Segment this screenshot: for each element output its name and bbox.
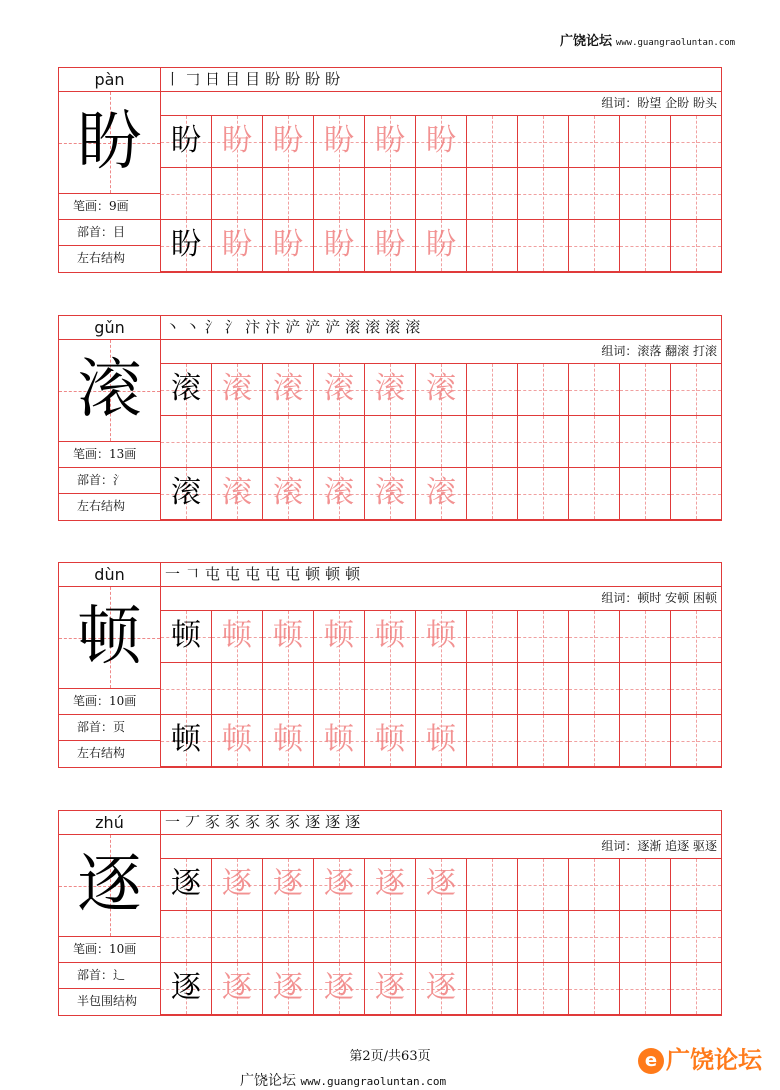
stroke-step: 丨	[165, 70, 184, 88]
practice-cell[interactable]	[569, 611, 620, 663]
practice-cell[interactable]	[518, 611, 569, 663]
model-character: 顿	[171, 722, 201, 757]
trace-character: 滚	[222, 475, 252, 510]
practice-cell[interactable]	[416, 220, 467, 272]
stroke-order	[161, 316, 721, 340]
stroke-step: 屯	[265, 565, 284, 583]
trace-character: 滚	[375, 371, 405, 406]
stroke-step: 逐	[325, 813, 344, 831]
trace-character: 逐	[426, 866, 456, 901]
practice-cell[interactable]	[518, 663, 569, 715]
stroke-step: 豕	[225, 813, 244, 831]
stroke-step: 豕	[265, 813, 284, 831]
trace-character: 顿	[375, 722, 405, 757]
trace-character: 逐	[426, 970, 456, 1005]
stroke-step: 豕	[205, 813, 224, 831]
practice-cell[interactable]	[212, 611, 263, 663]
practice-cell[interactable]	[518, 364, 569, 416]
practice-cell[interactable]	[416, 168, 467, 220]
stroke-order	[161, 563, 721, 587]
stroke-step: 丆	[185, 813, 204, 831]
character-card	[58, 810, 722, 1016]
stroke-step: 浐	[305, 318, 324, 336]
stroke-step: 汴	[265, 318, 284, 336]
practice-cell[interactable]	[314, 715, 365, 767]
practice-cell[interactable]	[467, 116, 518, 168]
practice-cell[interactable]	[212, 911, 263, 963]
practice-cell[interactable]	[161, 468, 212, 520]
practice-cell[interactable]	[416, 364, 467, 416]
large-character-box	[59, 92, 160, 194]
practice-cell[interactable]	[365, 220, 416, 272]
practice-cell[interactable]	[161, 611, 212, 663]
practice-cell[interactable]	[518, 220, 569, 272]
practice-cell[interactable]	[620, 859, 671, 911]
practice-cell[interactable]	[263, 663, 314, 715]
practice-cell[interactable]	[212, 116, 263, 168]
trace-character: 盼	[426, 227, 456, 262]
practice-cell[interactable]	[467, 911, 518, 963]
trace-character: 滚	[324, 371, 354, 406]
practice-cell[interactable]	[161, 116, 212, 168]
practice-cell[interactable]	[212, 364, 263, 416]
character-card	[58, 315, 722, 521]
practice-cell[interactable]	[467, 168, 518, 220]
info-column	[59, 316, 161, 520]
stroke-step: 逐	[305, 813, 324, 831]
pinyin: gǔn	[59, 316, 160, 340]
practice-cell[interactable]	[365, 168, 416, 220]
large-character: 顿	[77, 600, 142, 674]
stroke-step: 浐	[325, 318, 344, 336]
stroke-step: 屯	[225, 565, 244, 583]
radical: 部首：页	[59, 715, 160, 741]
trace-character: 逐	[273, 970, 303, 1005]
trace-character: 顿	[324, 618, 354, 653]
practice-cell[interactable]	[569, 911, 620, 963]
stroke-step: 汴	[245, 318, 264, 336]
practice-cell[interactable]	[671, 364, 722, 416]
practice-cell[interactable]	[569, 220, 620, 272]
stroke-step: 一	[165, 565, 184, 583]
stroke-count: 笔画：10画	[59, 689, 160, 715]
trace-character: 逐	[222, 970, 252, 1005]
practice-cell[interactable]	[671, 611, 722, 663]
page-header	[560, 30, 735, 49]
stroke-count: 笔画：13画	[59, 442, 160, 468]
radical: 部首：氵	[59, 468, 160, 494]
trace-character: 顿	[426, 722, 456, 757]
trace-character: 顿	[375, 618, 405, 653]
practice-cell[interactable]	[263, 911, 314, 963]
practice-cell[interactable]	[161, 963, 212, 1015]
stroke-step: 豕	[245, 813, 264, 831]
structure: 半包围结构	[77, 994, 138, 1008]
practice-cell[interactable]	[620, 168, 671, 220]
practice-cell[interactable]	[263, 611, 314, 663]
practice-cell[interactable]	[569, 168, 620, 220]
practice-cell[interactable]	[569, 963, 620, 1015]
radical: 部首：目	[59, 220, 160, 246]
words-label: 组词：	[601, 591, 638, 605]
stroke-step: 丶	[165, 318, 184, 336]
model-character: 滚	[171, 475, 201, 510]
practice-cell[interactable]	[620, 911, 671, 963]
trace-character: 盼	[273, 123, 303, 158]
practice-cell[interactable]	[365, 911, 416, 963]
practice-cell[interactable]	[263, 468, 314, 520]
trace-character: 顿	[222, 618, 252, 653]
practice-cell[interactable]	[620, 663, 671, 715]
practice-cell[interactable]	[314, 168, 365, 220]
practice-cell[interactable]	[620, 416, 671, 468]
structure: 左右结构	[77, 499, 126, 513]
practice-cell[interactable]	[518, 468, 569, 520]
practice-cell[interactable]	[620, 963, 671, 1015]
practice-cell[interactable]	[263, 859, 314, 911]
stroke-step: 顿	[325, 565, 344, 583]
practice-grid	[161, 364, 721, 520]
practice-cell[interactable]	[671, 220, 722, 272]
structure: 左右结构	[77, 746, 126, 760]
trace-character: 盼	[222, 123, 252, 158]
model-character: 逐	[171, 970, 201, 1005]
practice-cell[interactable]	[314, 416, 365, 468]
trace-character: 滚	[222, 371, 252, 406]
stroke-step: 盼	[325, 70, 344, 88]
stroke-step: 目	[245, 70, 264, 88]
practice-cell[interactable]	[518, 416, 569, 468]
stroke-step: 氵	[225, 318, 244, 336]
practice-cell[interactable]	[416, 416, 467, 468]
stroke-step: 屯	[285, 565, 304, 583]
stroke-order	[161, 811, 721, 835]
large-character-box	[59, 835, 160, 937]
practice-cell[interactable]	[314, 220, 365, 272]
character-card	[58, 562, 722, 768]
practice-cell[interactable]	[569, 416, 620, 468]
stroke-step: 盼	[305, 70, 324, 88]
model-character: 盼	[171, 123, 201, 158]
practice-cell[interactable]	[314, 611, 365, 663]
practice-cell[interactable]	[518, 715, 569, 767]
practice-cell[interactable]	[620, 468, 671, 520]
practice-cell[interactable]	[314, 364, 365, 416]
words-list: 顿时 安顿 困顿	[637, 591, 717, 605]
practice-cell[interactable]	[365, 715, 416, 767]
stroke-step: 氵	[205, 318, 224, 336]
practice-cell[interactable]	[263, 220, 314, 272]
model-character: 滚	[171, 371, 201, 406]
practice-cell[interactable]	[212, 715, 263, 767]
practice-cell[interactable]	[365, 364, 416, 416]
practice-cell[interactable]	[569, 663, 620, 715]
practice-cell[interactable]	[518, 911, 569, 963]
practice-cell[interactable]	[467, 611, 518, 663]
stroke-step: 浐	[285, 318, 304, 336]
model-character: 顿	[171, 618, 201, 653]
info-column	[59, 68, 161, 272]
practice-cell[interactable]	[161, 715, 212, 767]
trace-character: 滚	[273, 371, 303, 406]
practice-cell[interactable]	[365, 468, 416, 520]
practice-cell[interactable]	[416, 611, 467, 663]
trace-character: 顿	[273, 618, 303, 653]
practice-cell[interactable]	[416, 663, 467, 715]
stroke-step: 顿	[305, 565, 324, 583]
practice-cell[interactable]	[416, 116, 467, 168]
stroke-step: 一	[165, 813, 184, 831]
practice-cell[interactable]	[518, 116, 569, 168]
footer-site-url: www.guangraoluntan.com	[300, 1075, 447, 1088]
practice-cell[interactable]	[314, 963, 365, 1015]
practice-cell[interactable]	[314, 116, 365, 168]
practice-cell[interactable]	[263, 416, 314, 468]
words-label: 组词：	[601, 344, 638, 358]
practice-cell[interactable]	[314, 663, 365, 715]
trace-character: 逐	[375, 970, 405, 1005]
words-list: 盼望 企盼 盼头	[637, 96, 717, 110]
trace-character: 盼	[375, 227, 405, 262]
stroke-step: 豕	[285, 813, 304, 831]
model-character: 盼	[171, 227, 201, 262]
practice-cell[interactable]	[212, 859, 263, 911]
practice-cell[interactable]	[620, 220, 671, 272]
trace-character: 逐	[324, 970, 354, 1005]
practice-cell[interactable]	[212, 663, 263, 715]
words-list: 逐渐 追逐 驱逐	[637, 839, 717, 853]
stroke-count: 笔画：10画	[59, 937, 160, 963]
footer-site-name: 广饶论坛	[240, 1073, 296, 1089]
trace-character: 盼	[273, 227, 303, 262]
radical: 部首：辶	[59, 963, 160, 989]
practice-cell[interactable]	[263, 963, 314, 1015]
pinyin: pàn	[59, 68, 160, 92]
practice-cell[interactable]	[620, 364, 671, 416]
stroke-step: 盼	[265, 70, 284, 88]
trace-character: 滚	[375, 475, 405, 510]
trace-character: 逐	[273, 866, 303, 901]
footer-site	[240, 1070, 446, 1090]
info-column	[59, 563, 161, 767]
practice-cell[interactable]	[212, 963, 263, 1015]
stroke-step: 滚	[345, 318, 364, 336]
practice-cell[interactable]	[365, 859, 416, 911]
words-list: 滚落 翻滚 打滚	[637, 344, 717, 358]
trace-character: 逐	[324, 866, 354, 901]
practice-cell[interactable]	[416, 963, 467, 1015]
practice-cell[interactable]	[467, 963, 518, 1015]
stroke-step: 滚	[405, 318, 424, 336]
trace-character: 盼	[324, 123, 354, 158]
stroke-step: 𠃌	[185, 70, 204, 88]
site-logo	[638, 1040, 762, 1075]
practice-cell[interactable]	[365, 663, 416, 715]
stroke-step: 𠃍	[185, 565, 204, 583]
stroke-step: 顿	[345, 565, 364, 583]
practice-cell[interactable]	[161, 911, 212, 963]
practice-cell[interactable]	[467, 416, 518, 468]
practice-cell[interactable]	[467, 468, 518, 520]
practice-cell[interactable]	[416, 859, 467, 911]
trace-character: 滚	[426, 371, 456, 406]
large-character-box	[59, 340, 160, 442]
practice-cell[interactable]	[518, 168, 569, 220]
stroke-step: 屯	[205, 565, 224, 583]
practice-cell[interactable]	[263, 168, 314, 220]
practice-cell[interactable]	[161, 220, 212, 272]
stroke-step: 丶	[185, 318, 204, 336]
stroke-step: 滚	[385, 318, 404, 336]
practice-cell[interactable]	[161, 364, 212, 416]
practice-cell[interactable]	[569, 116, 620, 168]
logo-text: 广饶论坛	[666, 1046, 762, 1074]
practice-cell[interactable]	[161, 168, 212, 220]
header-site-url: www.guangraoluntan.com	[615, 38, 736, 48]
practice-cell[interactable]	[212, 416, 263, 468]
practice-cell[interactable]	[671, 416, 722, 468]
large-character: 盼	[77, 105, 142, 179]
practice-cell[interactable]	[263, 715, 314, 767]
trace-character: 顿	[273, 722, 303, 757]
trace-character: 滚	[273, 475, 303, 510]
page-number: 第2页/共63页	[349, 1049, 431, 1064]
practice-cell[interactable]	[467, 715, 518, 767]
practice-cell[interactable]	[365, 611, 416, 663]
word-examples	[161, 92, 721, 116]
practice-grid	[161, 611, 721, 767]
practice-cell[interactable]	[671, 116, 722, 168]
practice-cell[interactable]	[518, 859, 569, 911]
character-card	[58, 67, 722, 273]
stroke-step: 滚	[365, 318, 384, 336]
practice-cell[interactable]	[671, 963, 722, 1015]
practice-cell[interactable]	[314, 859, 365, 911]
trace-character: 盼	[222, 227, 252, 262]
practice-cell[interactable]	[365, 963, 416, 1015]
practice-cell[interactable]	[569, 715, 620, 767]
practice-cell[interactable]	[671, 168, 722, 220]
practice-cell[interactable]	[518, 963, 569, 1015]
word-examples	[161, 835, 721, 859]
trace-character: 盼	[375, 123, 405, 158]
logo-mark-icon: e	[638, 1048, 664, 1074]
practice-cell[interactable]	[467, 220, 518, 272]
practice-cell[interactable]	[212, 168, 263, 220]
stroke-step: 逐	[345, 813, 364, 831]
trace-character: 逐	[222, 866, 252, 901]
pinyin: dùn	[59, 563, 160, 587]
words-label: 组词：	[601, 839, 638, 853]
practice-cell[interactable]	[416, 468, 467, 520]
practice-cell[interactable]	[365, 116, 416, 168]
practice-cell[interactable]	[263, 116, 314, 168]
practice-cell[interactable]	[161, 663, 212, 715]
trace-character: 滚	[324, 475, 354, 510]
pinyin: zhú	[59, 811, 160, 835]
practice-cell[interactable]	[620, 611, 671, 663]
practice-cell[interactable]	[365, 416, 416, 468]
large-character: 逐	[77, 848, 142, 922]
practice-cell[interactable]	[467, 663, 518, 715]
trace-character: 滚	[426, 475, 456, 510]
structure: 左右结构	[77, 251, 126, 265]
practice-cell[interactable]	[314, 468, 365, 520]
practice-cell[interactable]	[671, 911, 722, 963]
practice-cell[interactable]	[671, 663, 722, 715]
info-column	[59, 811, 161, 1015]
model-character: 逐	[171, 866, 201, 901]
stroke-step: 目	[225, 70, 244, 88]
practice-cell[interactable]	[416, 911, 467, 963]
practice-cell[interactable]	[263, 364, 314, 416]
practice-cell[interactable]	[212, 220, 263, 272]
large-character-box	[59, 587, 160, 689]
large-character: 滚	[77, 353, 142, 427]
practice-grid	[161, 116, 721, 272]
practice-cell[interactable]	[161, 859, 212, 911]
stroke-step: 日	[205, 70, 224, 88]
practice-cell[interactable]	[671, 468, 722, 520]
practice-cell[interactable]	[620, 715, 671, 767]
word-examples	[161, 587, 721, 611]
practice-cell[interactable]	[161, 416, 212, 468]
header-site-name: 广饶论坛	[560, 34, 613, 49]
practice-grid	[161, 859, 721, 1015]
practice-cell[interactable]	[569, 468, 620, 520]
stroke-order	[161, 68, 721, 92]
practice-cell[interactable]	[569, 364, 620, 416]
practice-cell[interactable]	[671, 715, 722, 767]
words-label: 组词：	[601, 96, 638, 110]
stroke-step: 屯	[245, 565, 264, 583]
trace-character: 盼	[426, 123, 456, 158]
practice-cell[interactable]	[314, 911, 365, 963]
trace-character: 逐	[375, 866, 405, 901]
word-examples	[161, 340, 721, 364]
practice-cell[interactable]	[467, 364, 518, 416]
trace-character: 顿	[324, 722, 354, 757]
practice-cell[interactable]	[416, 715, 467, 767]
practice-cell[interactable]	[569, 859, 620, 911]
practice-cell[interactable]	[467, 859, 518, 911]
trace-character: 顿	[222, 722, 252, 757]
practice-cell[interactable]	[671, 859, 722, 911]
practice-cell[interactable]	[620, 116, 671, 168]
trace-character: 顿	[426, 618, 456, 653]
practice-cell[interactable]	[212, 468, 263, 520]
stroke-step: 盼	[285, 70, 304, 88]
trace-character: 盼	[324, 227, 354, 262]
stroke-count: 笔画：9画	[59, 194, 160, 220]
